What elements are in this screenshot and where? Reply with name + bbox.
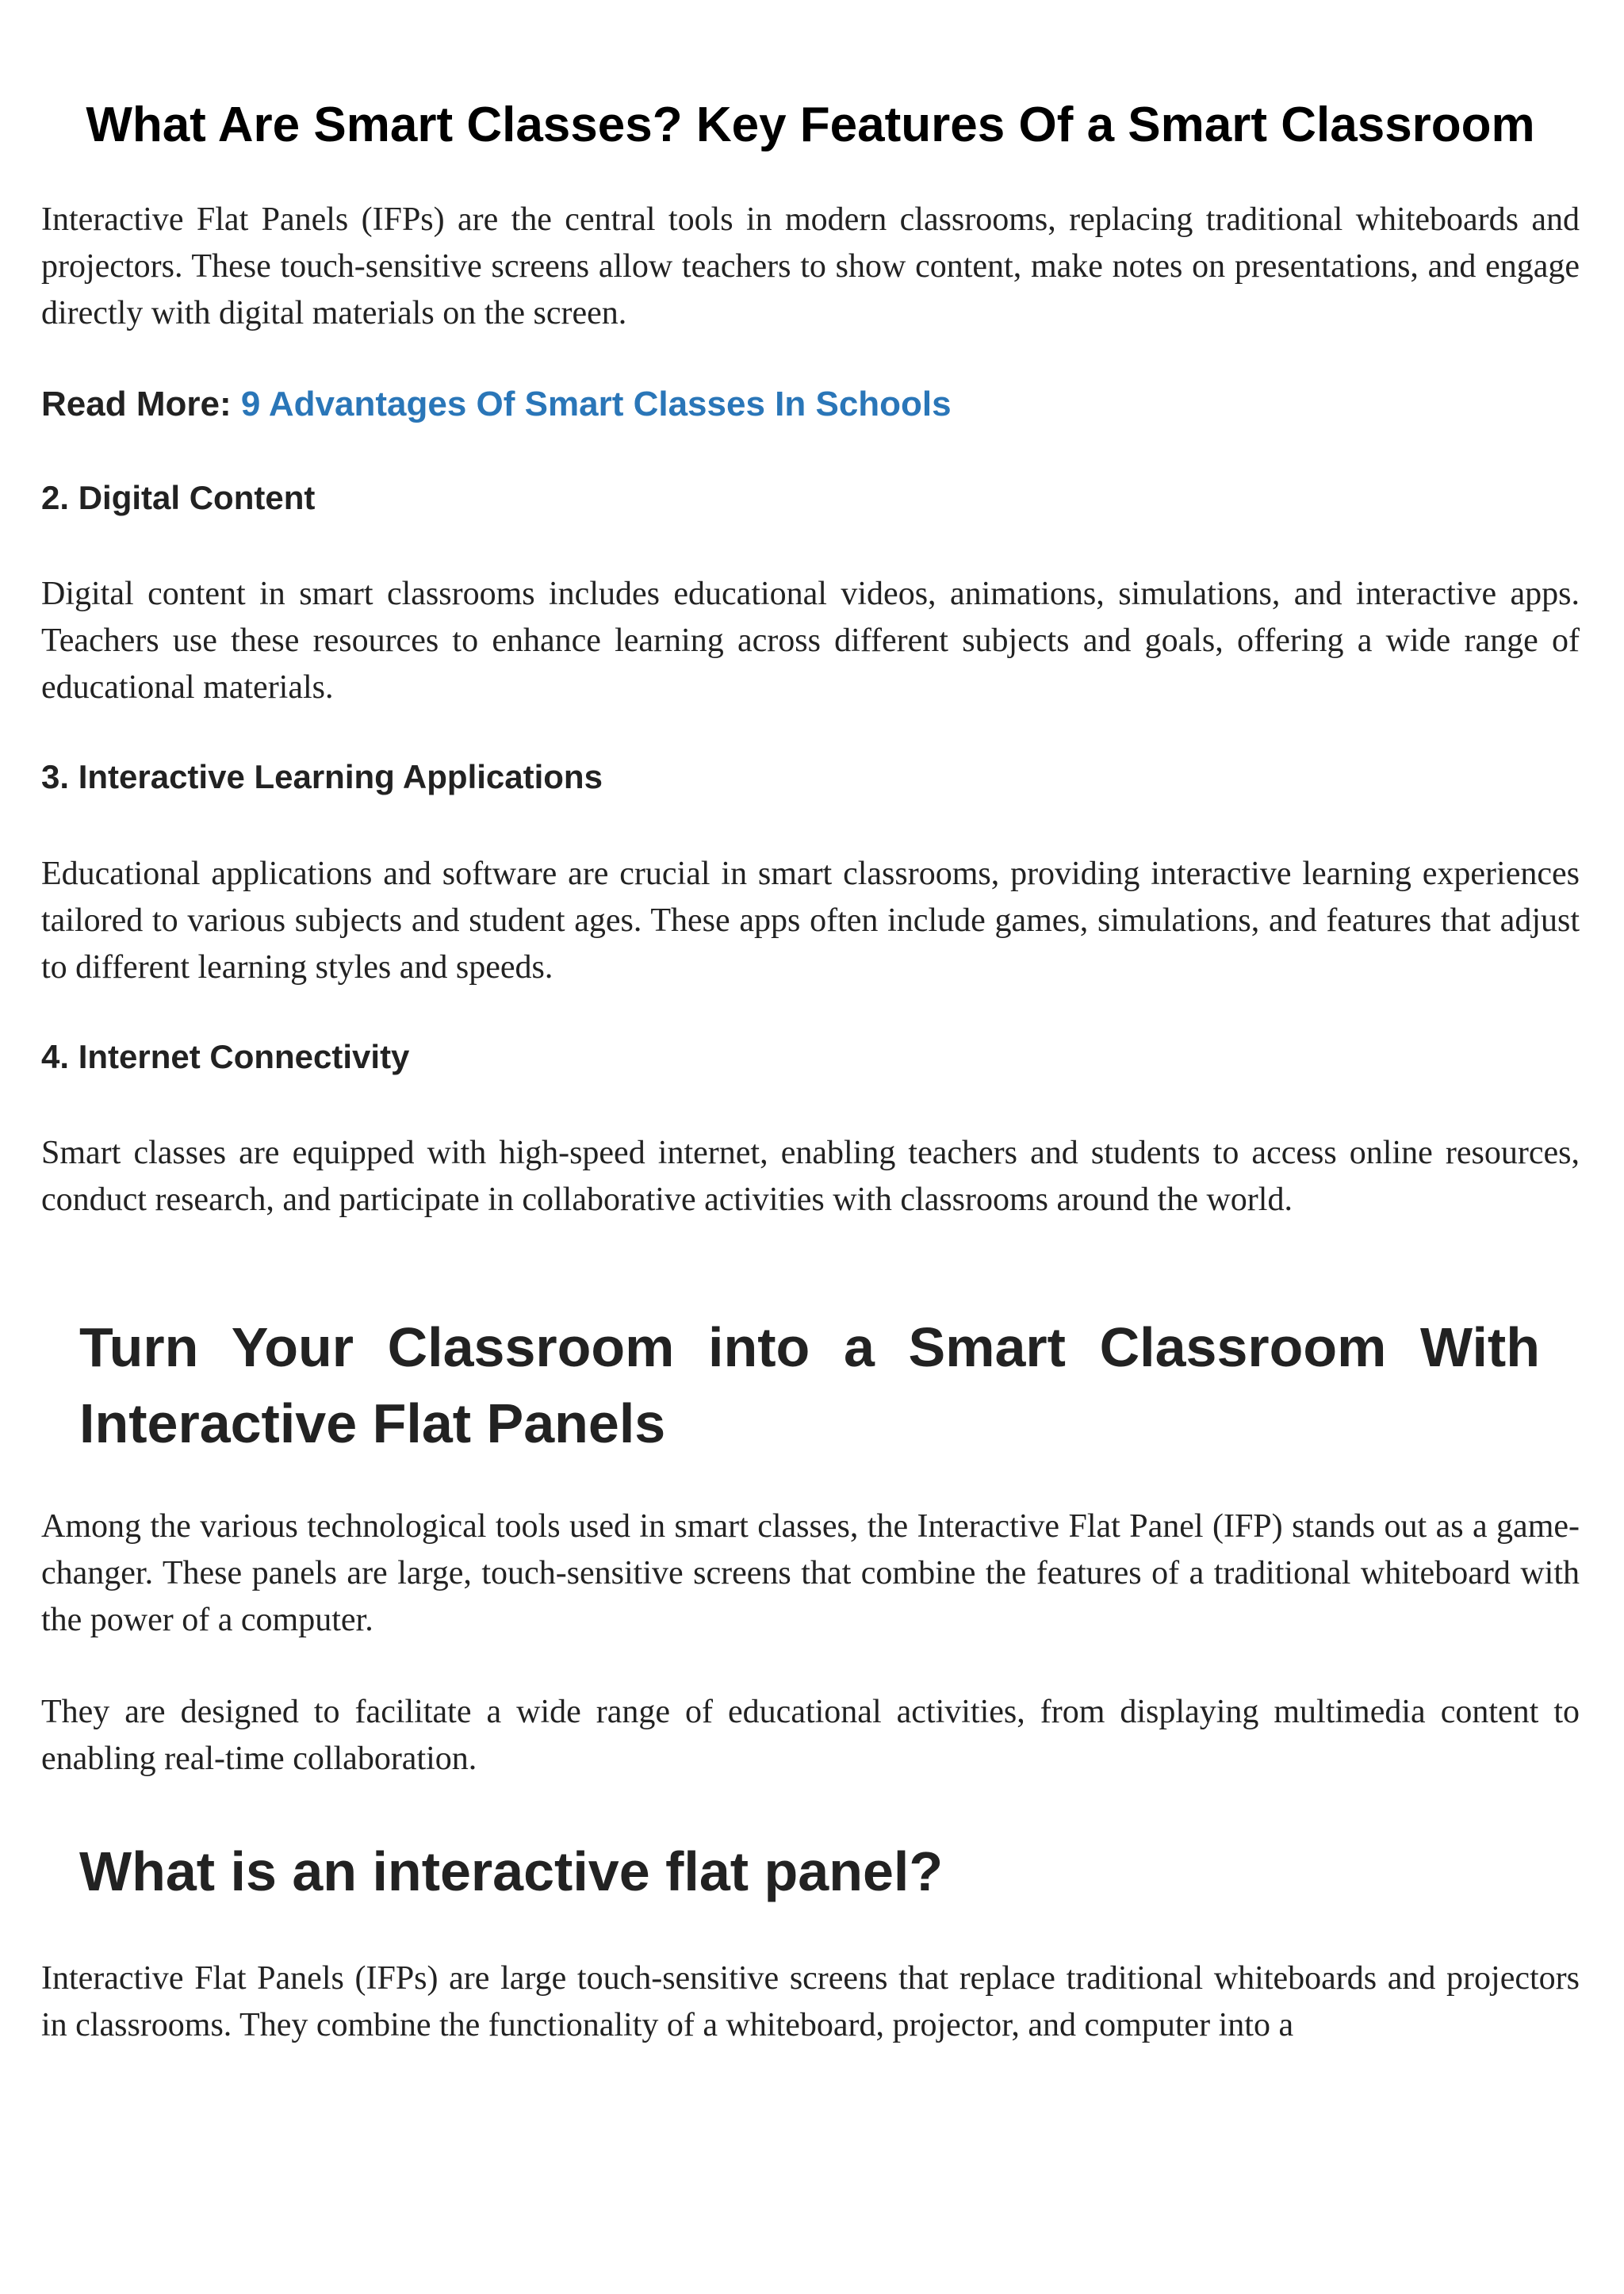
page-title: What Are Smart Classes? Key Features Of a Smart Classroom bbox=[86, 98, 1535, 152]
feature-heading-internet: 4. Internet Connectivity bbox=[41, 1038, 410, 1075]
feature-body-internet: Smart classes are equipped with high-speed internet, enabling teachers and students to access online resources, conduct research, and participate in collaborative activities with classrooms around the world. bbox=[41, 1135, 1580, 1218]
read-more-link[interactable]: 9 Advantages Of Smart Classes In Schools bbox=[240, 385, 952, 423]
section-heading-what-is-ifp: What is an interactive flat panel? bbox=[79, 1840, 944, 1902]
feature-heading-digital-content: 2. Digital Content bbox=[41, 479, 316, 516]
read-more-label: Read More: bbox=[41, 385, 232, 423]
read-more bbox=[41, 381, 952, 428]
section-heading-turn-classroom: Turn Your Classroom into a Smart Classroom With Interactive Flat Panels bbox=[79, 1316, 1540, 1454]
feature-body-interactive-apps: Educational applications and software are crucial in smart classrooms, providing interactive learning experiences tailored to various subjects and student ages. These apps often include games, simulations, and features that adjust to different learning styles and speeds. bbox=[41, 856, 1580, 986]
feature-heading-interactive-apps: 3. Interactive Learning Applications bbox=[41, 758, 603, 795]
feature-body-digital-content: Digital content in smart classrooms includes educational videos, animations, simulations, and interactive apps. Teachers use these resources to enhance learning across different subjects and goals, offering a wide range of educational materials. bbox=[41, 576, 1580, 706]
section-turn-paragraph-1: Among the various technological tools used in smart classes, the Interactive Flat Panel (IFP) stands out as a game-changer. These panels are large, touch-sensitive screens that combine the features of a traditional whiteboard with the power of a computer. bbox=[41, 1508, 1580, 1638]
section-what-paragraph: Interactive Flat Panels (IFPs) are large touch-sensitive screens that replace traditional whiteboards and projectors in classrooms. They combine the functionality of a whiteboard, projector, and computer into a bbox=[41, 1960, 1580, 2043]
intro-paragraph: Interactive Flat Panels (IFPs) are the central tools in modern classrooms, replacing traditional whiteboards and projectors. These touch-sensitive screens allow teachers to show content, make notes on presentations, and engage directly with digital materials on the screen. bbox=[41, 201, 1580, 331]
section-turn-paragraph-2: They are designed to facilitate a wide range of educational activities, from displaying multimedia content to enabling real-time collaboration. bbox=[41, 1694, 1580, 1777]
